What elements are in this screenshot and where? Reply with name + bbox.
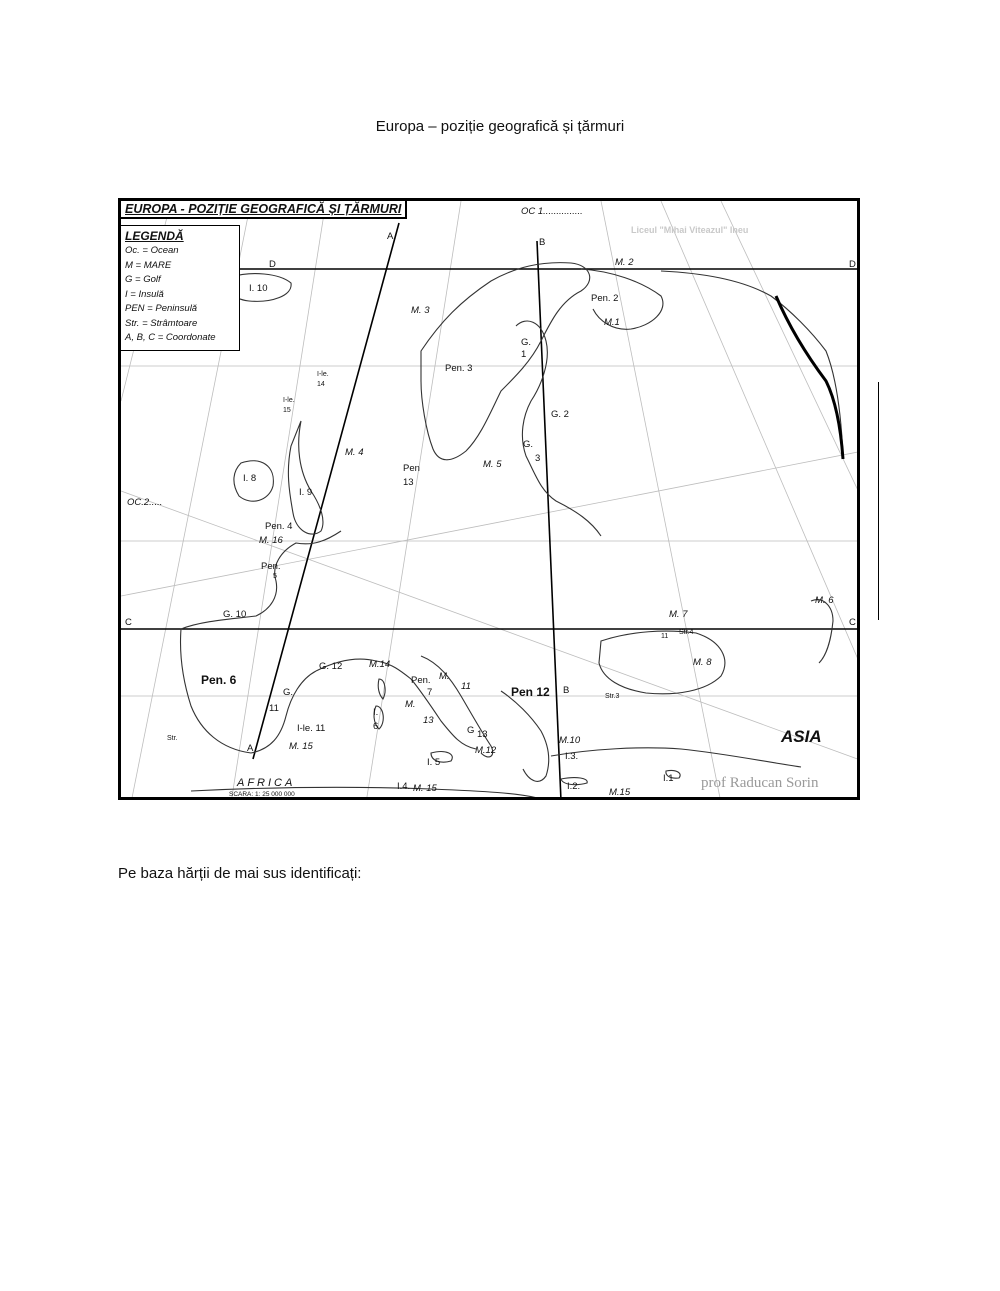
europe-map — [118, 198, 860, 800]
islands-15-label: I-le. — [283, 397, 295, 404]
sea-5-label: M. 5 — [483, 459, 502, 470]
author-watermark: prof Raducan Sorin — [701, 775, 819, 791]
sea-10-label: M.10 — [559, 735, 581, 746]
ural-boundary — [776, 296, 843, 459]
coord-b-top: B — [539, 237, 546, 248]
ocean-2-label: OC.2..... — [127, 497, 163, 508]
islands-15-number: 15 — [283, 407, 291, 414]
island-8-label: I. 8 — [243, 473, 257, 484]
strait-bosphorus-label: Str.3 — [605, 693, 620, 700]
number-11-black-sea: 11 — [661, 633, 669, 640]
sea-italy-label-2: M. — [405, 699, 416, 710]
legend-item: I = Insulă — [125, 288, 164, 300]
coord-c-left: C — [125, 617, 132, 628]
instruction-text: Pe baza hărții de mai sus identificați: — [118, 865, 362, 882]
sea-15-label: M. 15 — [289, 741, 313, 752]
map-scale: SCARA: 1: 25 000 000 — [229, 791, 295, 798]
strait-gibraltar-label: Str. — [167, 735, 178, 742]
gulf-spain-label: G. — [283, 687, 294, 698]
legend — [121, 225, 240, 351]
island-5-label: I. 5 — [427, 757, 441, 768]
sea-italy-label: M. — [439, 671, 450, 682]
islands-14-label: I-le. — [317, 371, 329, 378]
gulf-12-label: G. 12 — [319, 661, 343, 672]
legend-item: PEN = Peninsulă — [125, 303, 198, 314]
number-13-italy: 13 — [423, 715, 434, 726]
gulf-13-number: 13 — [477, 729, 488, 740]
sea-6-label: M. 6 — [815, 595, 834, 606]
islands-14-number: 14 — [317, 381, 325, 388]
map-title: EUROPA - POZIȚIE GEOGRAFICĂ ȘI ȚĂRMURI — [121, 201, 407, 219]
gulf-spain-number: 11 — [269, 703, 279, 714]
legend-item: A, B, C = Coordonate — [125, 332, 216, 343]
peninsula-5-number: 5 — [273, 573, 277, 580]
coord-d-left: D — [269, 259, 276, 270]
coord-a-bottom: A — [247, 743, 254, 754]
sea-4-label: M. 4 — [345, 447, 364, 458]
coord-c-right: C — [849, 617, 856, 628]
sea-14-label: M.14 — [369, 659, 391, 670]
coord-d-right: D — [849, 259, 856, 270]
sea-7-label: M. 7 — [669, 609, 688, 620]
island-6-number: 6 — [373, 721, 379, 732]
peninsula-2-label: Pen. 2 — [591, 293, 619, 304]
sea-3-label: M. 3 — [411, 305, 430, 316]
legend-item: Str. = Strâmtoare — [125, 317, 198, 329]
sea-16-label: M. 16 — [259, 535, 283, 546]
page-title: Europa – poziție geografică și țărmuri — [375, 118, 625, 135]
legend-item: G = Golf — [125, 274, 161, 285]
islands-11-label: I-le. 11 — [297, 723, 326, 734]
sea-15-label-2: M. 15 — [413, 783, 437, 794]
sea-1-label: M.1 — [604, 317, 620, 328]
island-3-label: I.3. — [565, 751, 579, 762]
africa-label: AFRICA — [237, 777, 296, 789]
legend-title: LEGENDĂ — [125, 229, 184, 243]
peninsula-7-number: 7 — [427, 687, 433, 698]
sea-8-label: M. 8 — [693, 657, 712, 668]
island-4-label: I.4. — [397, 781, 411, 792]
peninsula-13-number: 13 — [403, 477, 414, 488]
sea-15-label-3: M.15 — [609, 787, 631, 798]
gulf-13-label: G — [467, 725, 475, 736]
strait-kerch-label: Str.4 — [679, 629, 694, 636]
sea-2-label: M. 2 — [615, 257, 634, 268]
ocean-1-label: OC 1............... — [521, 206, 583, 217]
peninsula-12-label: Pen 12 — [511, 685, 550, 699]
island-9-label: I. 9 — [299, 487, 313, 498]
gulf-1-number: 1 — [521, 349, 527, 360]
island-2-label: I.2. — [567, 781, 581, 792]
peninsula-4-label: Pen. 4 — [265, 521, 293, 532]
school-watermark: Liceul "Mihai Viteazul" Ineu — [631, 225, 749, 235]
peninsula-5-label: Pen. — [261, 561, 281, 572]
sea-12-label: M.12 — [475, 745, 497, 756]
peninsula-6-label: Pen. 6 — [201, 673, 237, 687]
island-1-label: I.1 — [663, 773, 674, 784]
gulf-1-label: G. — [521, 337, 532, 348]
peninsula-7-label: Pen. — [411, 675, 431, 686]
legend-item: Oc. = Ocean — [125, 245, 179, 256]
asia-label: ASIA — [781, 727, 822, 746]
gulf-10-label: G. 10 — [223, 609, 247, 620]
legend-item: M = MARE — [125, 259, 172, 271]
coord-a-top: A — [387, 231, 394, 242]
peninsula-3-label: Pen. 3 — [445, 363, 473, 374]
gulf-2-label: G. 2 — [551, 409, 569, 420]
peninsula-13-label: Pen — [403, 463, 420, 474]
coord-b-bottom: B — [563, 685, 570, 696]
gulf-3-label: G. — [523, 439, 534, 450]
gulf-3-number: 3 — [535, 453, 541, 464]
number-11-italy: 11 — [461, 681, 471, 692]
island-6-label: I. — [373, 707, 379, 718]
island-10-label: I. 10 — [249, 283, 268, 294]
side-vertical-line — [878, 382, 879, 620]
